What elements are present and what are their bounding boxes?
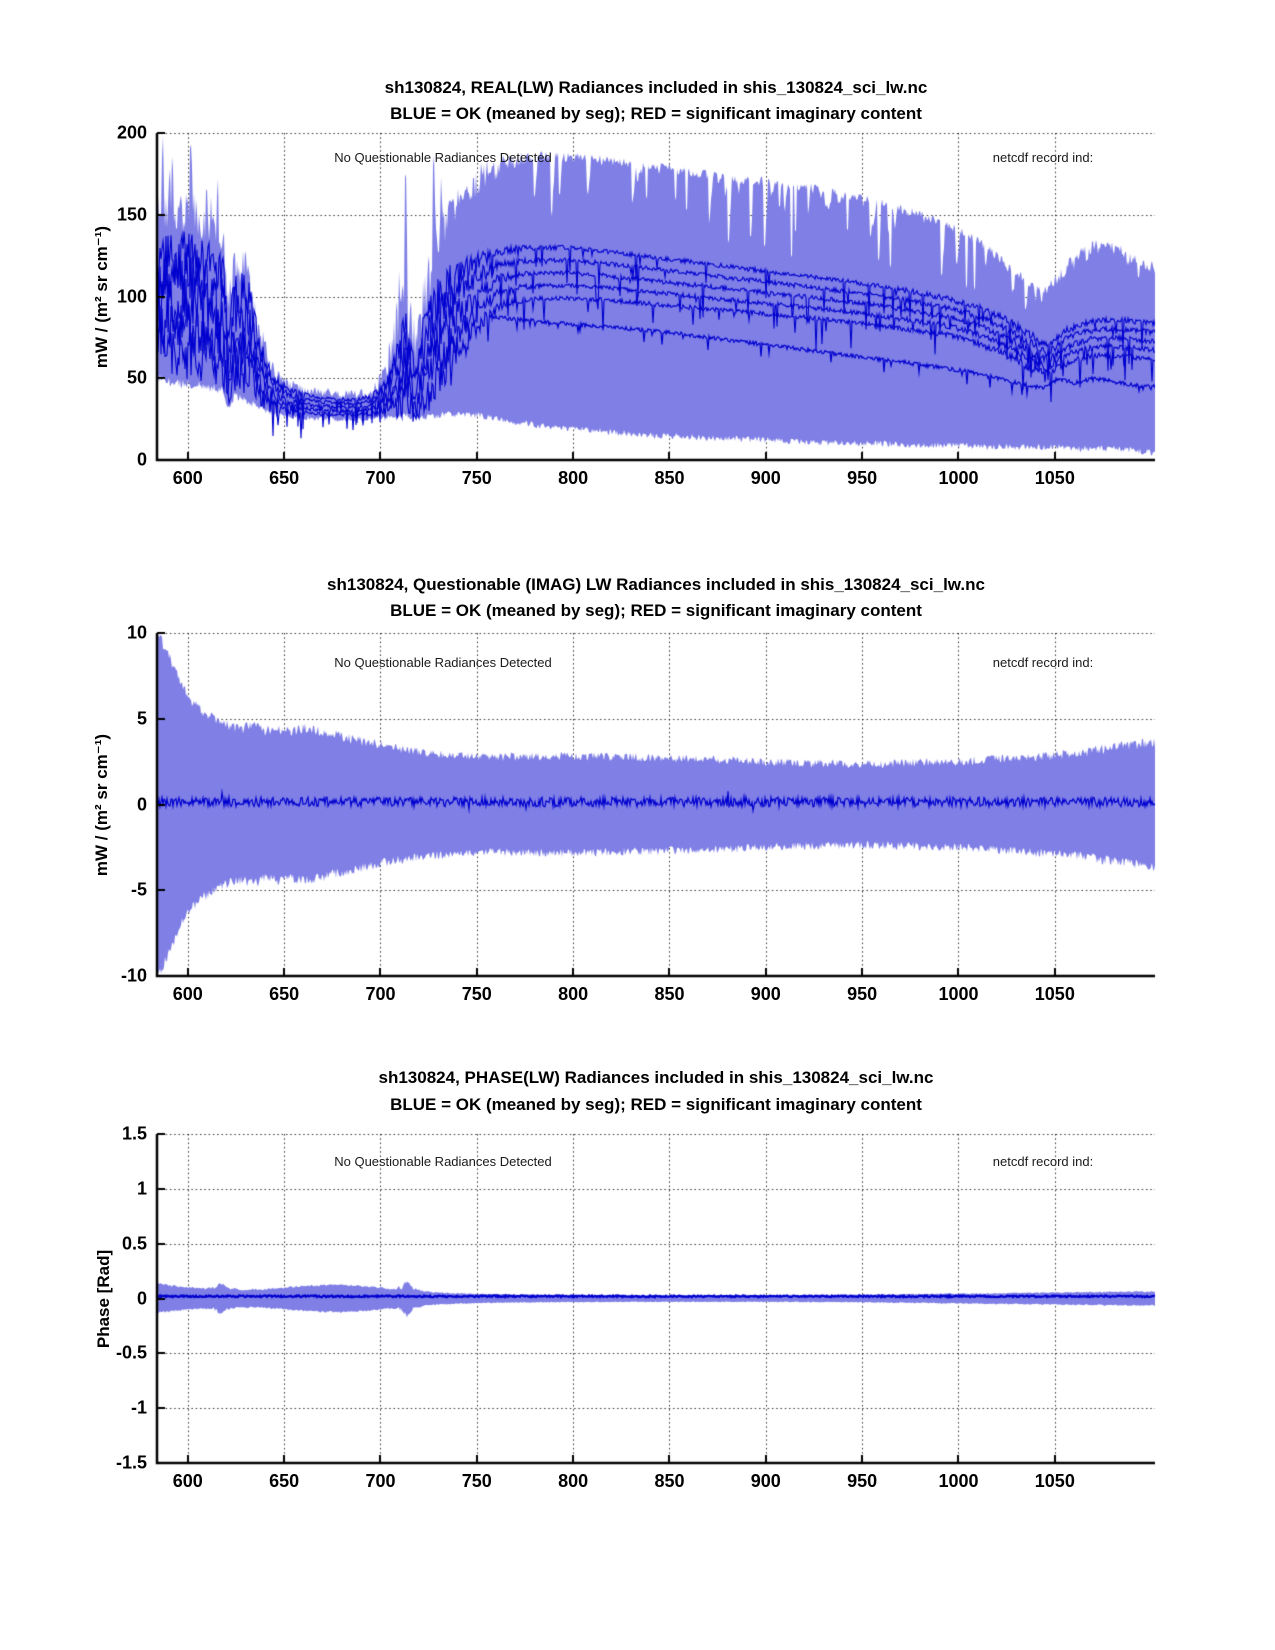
x-tick-label: 700 [365, 468, 396, 488]
real-plot-title: sh130824, REAL(LW) Radiances included in shis_130824_sci_lw.nc [384, 78, 928, 97]
x-tick-label: 1050 [1034, 1471, 1075, 1491]
x-tick-label: 750 [461, 468, 492, 488]
x-tick-label: 600 [172, 984, 203, 1004]
imag-annotation-right: netcdf record ind: [992, 655, 1094, 670]
x-tick-label: 700 [365, 984, 396, 1004]
y-tick-label: 200 [116, 122, 147, 143]
imag-plot-title: sh130824, Questionable (IMAG) LW Radiances included in shis_130824_sci_lw.nc [327, 575, 985, 594]
y-tick-label: -1.5 [115, 1452, 147, 1473]
phase-annotation-right: netcdf record ind: [992, 1154, 1094, 1169]
real-annotation-right: netcdf record ind: [992, 150, 1094, 165]
real-plot-ylabel: mW / (m² sr cm⁻¹) [92, 225, 111, 368]
y-tick-label: 1.5 [121, 1123, 147, 1144]
y-tick-label: 10 [126, 622, 147, 643]
y-tick-label: -1 [130, 1397, 147, 1418]
y-tick-label: 100 [116, 286, 147, 306]
imag-annotation-left: No Questionable Radiances Detected [334, 655, 552, 670]
x-tick-label: 600 [172, 1471, 203, 1491]
x-tick-label: 1000 [938, 1471, 979, 1491]
y-tick-label: 0.5 [121, 1233, 147, 1254]
x-tick-label: 750 [461, 984, 492, 1004]
y-tick-label: -5 [130, 879, 147, 900]
x-tick-label: 900 [750, 984, 781, 1004]
phase-plot-subtitle: BLUE = OK (meaned by seg); RED = significant imaginary content [390, 1095, 922, 1114]
x-tick-label: 750 [461, 1471, 492, 1491]
x-tick-label: 800 [558, 1471, 589, 1491]
y-tick-label: 50 [126, 367, 147, 388]
x-tick-label: 950 [847, 468, 878, 488]
x-tick-label: 950 [847, 984, 878, 1004]
x-tick-label: 1000 [938, 468, 979, 488]
x-tick-label: 650 [269, 984, 300, 1004]
y-tick-label: -0.5 [115, 1342, 147, 1363]
x-tick-label: 800 [558, 984, 589, 1004]
x-tick-label: 950 [847, 1471, 878, 1491]
x-tick-label: 600 [172, 468, 203, 488]
imag-plot-ylabel: mW / (m² sr cm⁻¹) [92, 733, 111, 876]
phase-plot-ylabel: Phase [Rad] [94, 1249, 113, 1348]
phase-plot-title: sh130824, PHASE(LW) Radiances included in shis_130824_sci_lw.nc [378, 1068, 934, 1087]
y-tick-label: 1 [136, 1178, 147, 1199]
real-annotation-left: No Questionable Radiances Detected [334, 150, 552, 165]
y-tick-label: 0 [136, 449, 147, 470]
y-tick-label: -10 [120, 965, 147, 986]
real-plot-subtitle: BLUE = OK (meaned by seg); RED = significant imaginary content [390, 104, 922, 123]
x-tick-label: 650 [269, 1471, 300, 1491]
x-tick-label: 850 [654, 1471, 685, 1491]
x-tick-label: 1000 [938, 984, 979, 1004]
x-tick-label: 1050 [1034, 468, 1075, 488]
imag-plot-subtitle: BLUE = OK (meaned by seg); RED = significant imaginary content [390, 601, 922, 620]
phase-annotation-left: No Questionable Radiances Detected [334, 1154, 552, 1169]
y-tick-label: 0 [136, 1288, 147, 1308]
y-tick-label: 0 [136, 794, 147, 814]
x-tick-label: 1050 [1034, 984, 1075, 1004]
x-tick-label: 700 [365, 1471, 396, 1491]
x-tick-label: 900 [750, 1471, 781, 1491]
x-tick-label: 850 [654, 468, 685, 488]
x-tick-label: 850 [654, 984, 685, 1004]
x-tick-label: 900 [750, 468, 781, 488]
x-tick-label: 800 [558, 468, 589, 488]
y-tick-label: 150 [116, 204, 147, 225]
y-tick-label: 5 [136, 708, 147, 729]
x-tick-label: 650 [269, 468, 300, 488]
